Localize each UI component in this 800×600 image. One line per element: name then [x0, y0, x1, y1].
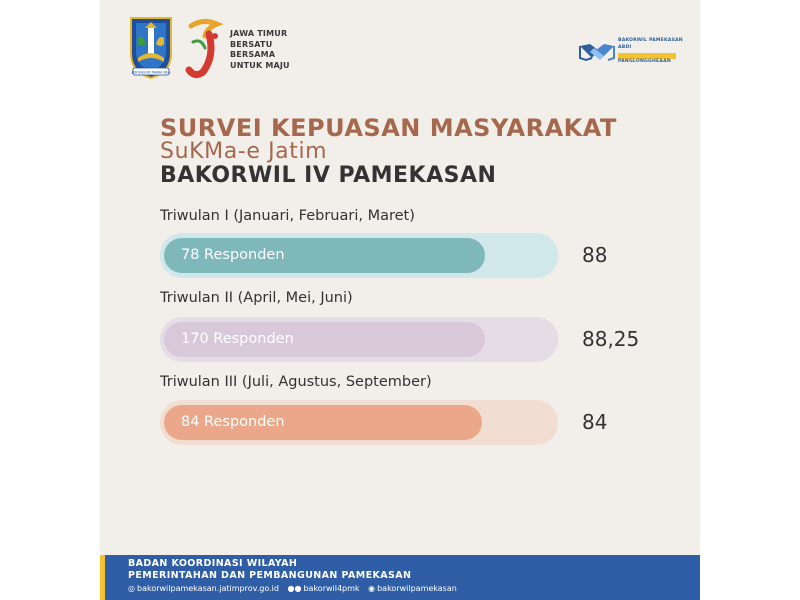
org-mark-line: PANGLONGGHEAAN	[618, 59, 671, 64]
quarter-label: Triwulan II (April, Mei, Juni)	[160, 290, 353, 306]
bar-track	[160, 233, 558, 278]
score-value: 84	[582, 410, 608, 434]
footer	[100, 555, 700, 600]
score-value: 88,25	[582, 327, 640, 351]
slogan-line: BERSATU	[230, 39, 273, 49]
org-mark	[618, 38, 683, 66]
chart-row	[160, 208, 680, 288]
slogan-line: JAWA TIMUR	[230, 29, 288, 38]
quarter-label: Triwulan I (Januari, Februari, Maret)	[160, 208, 415, 224]
score-value: 88	[582, 243, 608, 267]
bar-track	[160, 317, 558, 362]
footer-agency-name: BADAN KOORDINASI WILAYAH	[128, 558, 298, 569]
respondent-label: 84 Responden	[181, 414, 285, 430]
survey-title: SURVEI KEPUASAN MASYARAKAT	[160, 114, 617, 142]
chart-row	[160, 374, 680, 454]
social-text: bakorwil4pmk	[303, 584, 360, 593]
jawa-timur-emblem-icon	[127, 14, 175, 80]
jatim-j-logo-icon	[183, 16, 225, 82]
respondent-label: 170 Responden	[181, 331, 294, 347]
footer-agency-name-2: PEMERINTAHAN DAN PEMBANGUNAN PAMEKASAN	[128, 570, 412, 581]
bar-track	[160, 400, 558, 445]
slogan-line: BERSAMA	[230, 50, 276, 59]
chart-row	[160, 290, 680, 370]
website-link[interactable]	[128, 584, 279, 593]
slogan	[230, 29, 310, 71]
instagram-link[interactable]	[368, 584, 457, 593]
instagram-icon: ◉	[368, 584, 376, 593]
org-mark-line: BAKORWIL PAMEKASAN	[618, 38, 683, 43]
website-text: bakorwilpamekasan.jatimprov.go.id	[136, 584, 279, 593]
infographic-card	[100, 0, 700, 600]
slogan-line: UNTUK MAJU	[230, 60, 290, 70]
footer-contacts	[128, 584, 463, 593]
survey-subtitle: SuKMa-e Jatim	[160, 139, 328, 164]
instagram-text: bakorwilpamekasan	[377, 584, 457, 593]
globe-icon: ◎	[128, 584, 135, 593]
footer-accent	[100, 555, 105, 600]
facebook-twitter-icon: ●●	[287, 584, 302, 593]
org-mark-line: ABDI	[618, 44, 632, 50]
social-link[interactable]	[288, 584, 360, 593]
respondent-label: 78 Responden	[181, 247, 285, 263]
handshake-logo-icon	[578, 36, 616, 68]
quarter-label: Triwulan III (Juli, Agustus, September)	[160, 374, 432, 390]
organization-title: BAKORWIL IV PAMEKASAN	[160, 163, 497, 188]
emblem-motto-text: JER BASUKI MAWA BEA	[131, 70, 171, 75]
